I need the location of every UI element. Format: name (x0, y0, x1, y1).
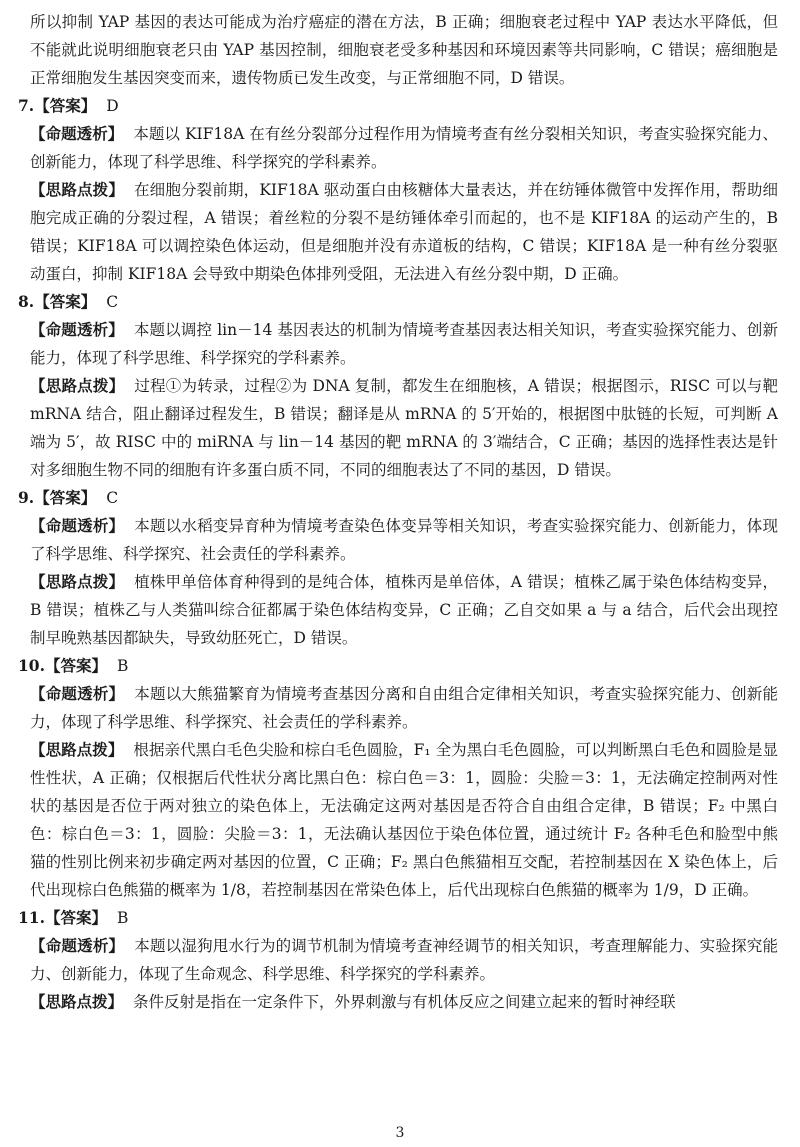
hint-paragraph: 【思路点拨】 过程①为转录，过程②为 DNA 复制，都发生在细胞核，A 错误；根据图示，RISC 可以与靶 mRNA 结合，阻止翻译过程发生，B 错误；翻译是从 mRNA 的 5′开始的，根据图中肽链的长短，可判断 A 端为 5′，故 RISC 中的 miRNA 与 lin－14 基因的靶 mRNA 的 3′端结合，C 正确；基因的选择性表达是针对多细胞生物不同的细胞有许多蛋白质不同，不同的细胞表达了不同的基因，D 错误。 (30, 376, 778, 479)
page-number: 3 (395, 1125, 405, 1141)
analysis-paragraph: 【命题透析】 本题以大熊猫繁育为情境考查基因分离和自由组合定律相关知识，考查实验探究能力、创新能力，体现了科学思维、科学探究、社会责任的学科素养。 (30, 684, 778, 731)
answer-item-11 (18, 904, 778, 1016)
hint-paragraph: 【思路点拨】 植株甲单倍体育种得到的是纯合体，植株丙是单倍体，A 错误；植株乙属于染色体结构变异，B 错误；植株乙与人类猫叫综合征都属于染色体结构变异，C 正确；乙自交如果 a 与 a 结合，后代会出现控制早晚熟基因都缺失，导致幼胚死亡，D 错误。 (30, 572, 778, 647)
answer-item-10 (18, 652, 778, 904)
answer-line: 10.【答案】 B (18, 656, 129, 675)
hint-paragraph: 【思路点拨】 条件反射是指在一定条件下，外界刺激与有机体反应之间建立起来的暂时神经联 (30, 992, 676, 1011)
answer-line: 8.【答案】 C (18, 292, 119, 311)
answer-line: 9.【答案】 C (18, 488, 119, 507)
analysis-paragraph: 【命题透析】 本题以 KIF18A 在有丝分裂部分过程作用为情境考查有丝分裂相关知识，考查实验探究能力、创新能力，体现了科学思维、科学探究的学科素养。 (30, 124, 778, 171)
continued-paragraph: 所以抑制 YAP 基因的表达可能成为治疗癌症的潜在方法，B 正确；细胞衰老过程中 YAP 表达水平降低，但不能就此说明细胞衰老只由 YAP 基因控制，细胞衰老受多种基因和环境因素等共同影响，C 错误；癌细胞是正常细胞发生基因突变而来，遗传物质已发生改变，与正常细胞不同，D 错误。 (30, 13, 778, 87)
analysis-paragraph: 【命题透析】 本题以水稻变异育种为情境考查染色体变异等相关知识，考查实验探究能力、创新能力，体现了科学思维、科学探究、社会责任的学科素养。 (30, 516, 778, 563)
answer-item-8 (18, 288, 778, 484)
answer-item-7 (18, 92, 778, 288)
analysis-paragraph: 【命题透析】 本题以湿狗甩水行为的调节机制为情境考查神经调节的相关知识，考查理解能力、实验探究能力、创新能力，体现了生命观念、科学思维、科学探究的学科素养。 (30, 936, 778, 983)
answer-item-9 (18, 484, 778, 652)
hint-paragraph: 【思路点拨】 在细胞分裂前期，KIF18A 驱动蛋白由核糖体大量表达，并在纺锤体微管中发挥作用，帮助细胞完成正确的分裂过程，A 错误；着丝粒的分裂不是纺锤体牵引而起的，也不是 KIF18A 的运动产生的，B 错误；KIF18A 可以调控染色体运动，但是细胞并没有赤道板的结构，C 错误；KIF18A 是一种有丝分裂驱动蛋白，抑制 KIF18A 会导致中期染色体排列受阻，无法进入有丝分裂中期，D 正确。 (30, 180, 778, 283)
hint-paragraph: 【思路点拨】 根据亲代黑白毛色尖脸和棕白毛色圆脸，F₁ 全为黑白毛色圆脸，可以判断黑白毛色和圆脸是显性性状，A 正确；仅根据后代性状分离比黑白色：棕白色＝3：1，圆脸：尖脸＝3：1，无法确定控制两对性状的基因是否位于两对独立的染色体上，无法确定这两对基因是否符合自由组合定律，B 错误；F₂ 中黑白色：棕白色＝3：1，圆脸：尖脸＝3：1，无法确认基因位于染色体位置，通过统计 F₂ 各种毛色和脸型中熊猫的性别比例来初步确定两对基因的位置，C 正确；F₂ 黑白色熊猫相互交配，若控制基因在 X 染色体上，后代出现棕白色熊猫的概率为 1/8，若控制基因在常染色体上，后代出现棕白色熊猫的概率为 1/9，D 正确。 (30, 740, 778, 899)
answer-line: 7.【答案】 D (18, 96, 119, 115)
analysis-paragraph: 【命题透析】 本题以调控 lin－14 基因表达的机制为情境考查基因表达相关知识，考查实验探究能力、创新能力，体现了科学思维、科学探究的学科素养。 (30, 320, 778, 367)
answer-line: 11.【答案】 B (18, 908, 129, 927)
